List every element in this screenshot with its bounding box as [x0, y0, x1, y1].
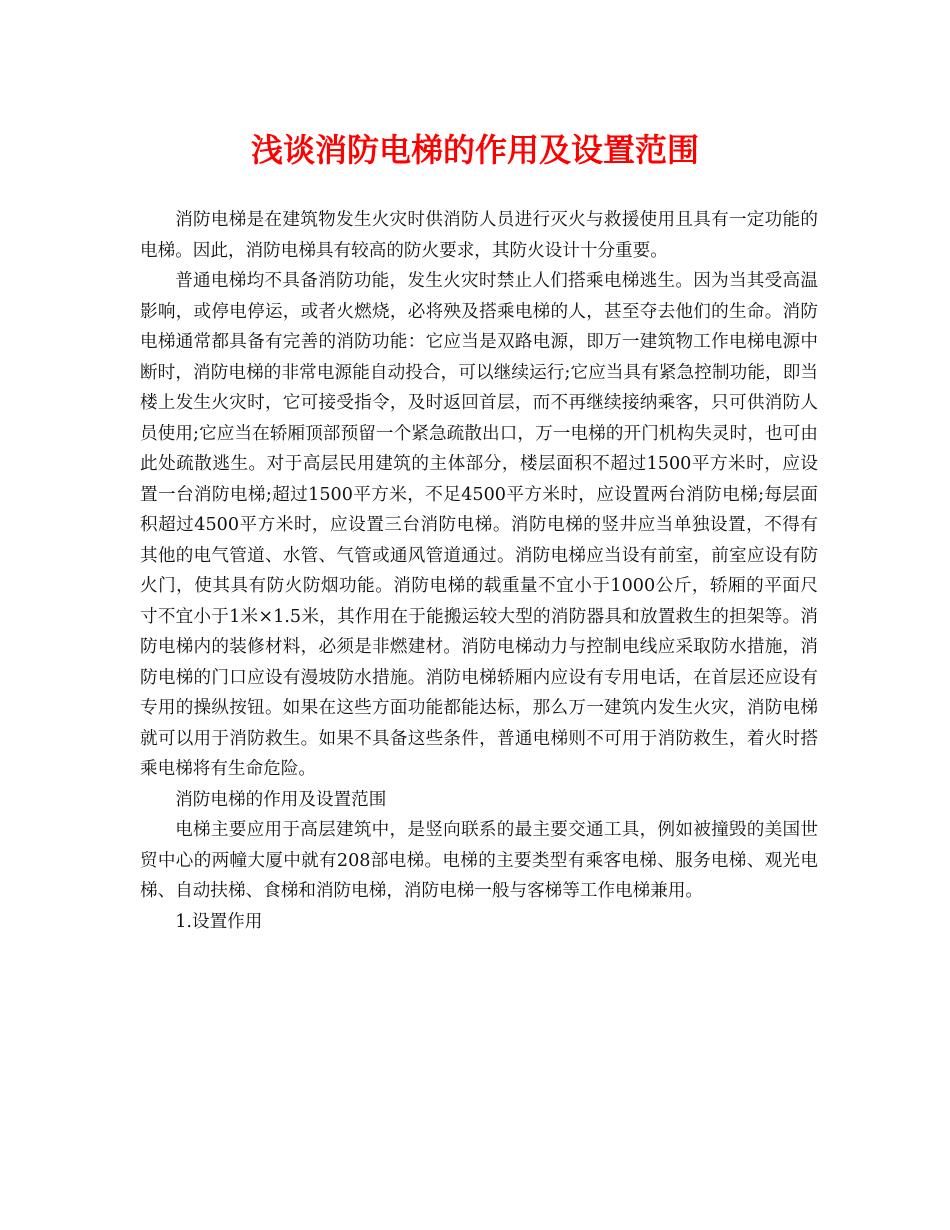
section-heading: 消防电梯的作用及设置范围 — [175, 789, 387, 810]
document-body — [140, 205, 818, 937]
document-title: 浅谈消防电梯的作用及设置范围 — [250, 131, 699, 169]
subsection-heading: 1.设置作用 — [175, 911, 263, 932]
paragraph-functions: 普通电梯均不具备消防功能，发生火灾时禁止人们搭乘电梯逃生。因为当其受高温影响，或停电停运，或者火燃烧，必将殃及搭乘电梯的人，甚至夺去他们的生命。消防电梯通常都具备有完善的消防功能：它应当是双路电源，即万一建筑物工作电梯电源中断时，消防电梯的非常电源能自动投合，可以继续运行;它应当具有紧急控制功能，即当楼上发生火灾时，它可接受指令，及时返回首层，而不再继续接纳乘客，只可供消防人员使用;它应当在轿厢顶部预留一个紧急疏散出口，万一电梯的开门机构失灵时，也可由此处疏散逃生。对于高层民用建筑的主体部分，楼层面积不超过1500平方米时，应设置一台消防电梯;超过1500平方米，不足4500平方米时，应设置两台消防电梯;每层面积超过4500平方米时，应设置三台消防电梯。消防电梯的竖井应当单独设置，不得有其他的电气管道、水管、气管或通风管道通过。消防电梯应当设有前室，前室应设有防火门，使其具有防火防烟功能。消防电梯的载重量不宜小于1000公斤，轿厢的平面尺寸不宜小于1米×1.5米，其作用在于能搬运较大型的消防器具和放置救生的担架等。消防电梯内的装修材料，必须是非燃建材。消防电梯动力与控制电线应采取防水措施，消防电梯的门口应设有漫坡防水措施。消防电梯轿厢内应设有专用电话，在首层还应设有专用的操纵按钮。如果在这些方面功能都能达标，那么万一建筑内发生火灾，消防电梯就可以用于消防救生。如果不具备这些条件，普通电梯则不可用于消防救生，着火时搭乘电梯将有生命危险。 — [140, 271, 818, 779]
paragraph-intro: 消防电梯是在建筑物发生火灾时供消防人员进行灭火与救援使用且具有一定功能的电梯。因此，消防电梯具有较高的防火要求，其防火设计十分重要。 — [140, 210, 818, 261]
paragraph-elevator-types: 电梯主要应用于高层建筑中，是竖向联系的最主要交通工具，例如被撞毁的美国世贸中心的两幢大厦中就有208部电梯。电梯的主要类型有乘客电梯、服务电梯、观光电梯、自动扶梯、食梯和消防电梯，消防电梯一般与客梯等工作电梯兼用。 — [140, 820, 818, 901]
